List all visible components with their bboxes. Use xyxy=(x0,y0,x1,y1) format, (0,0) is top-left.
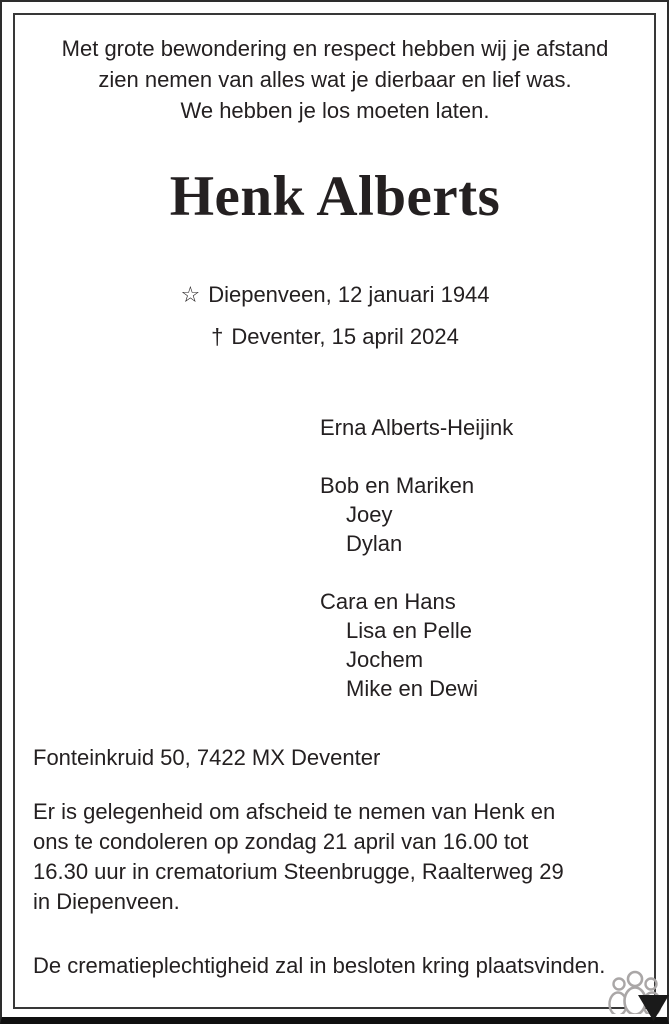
death-text: Deventer, 15 april 2024 xyxy=(231,324,459,349)
intro-line: We hebben je los moeten laten. xyxy=(180,98,490,123)
family-child: Dylan xyxy=(346,531,403,556)
ceremony-line: 16.30 uur in crematorium Steenbrugge, Raalterweg 29 xyxy=(33,859,564,884)
family-children xyxy=(320,500,513,558)
closing-statement: De crematieplechtigheid zal in besloten kring plaatsvinden. xyxy=(33,953,606,978)
ceremony-line: ons te condoleren op zondag 21 april van 16.00 tot xyxy=(33,829,529,854)
ceremony-line: Er is gelegenheid om afscheid te nemen van Henk en xyxy=(33,799,556,824)
family-group xyxy=(320,587,513,703)
birth-line xyxy=(15,281,655,308)
deceased-name: Henk Alberts xyxy=(169,165,501,228)
birth-text: Diepenveen, 12 januari 1944 xyxy=(208,282,490,307)
ceremony-line: in Diepenveen. xyxy=(33,889,180,914)
family-child: Joey xyxy=(346,502,393,527)
family-child: Jochem xyxy=(346,647,424,672)
family-child: Lisa en Pelle xyxy=(346,618,472,643)
family-group xyxy=(320,471,513,558)
intro-line: zien nemen van alles wat je dierbaar en lief was. xyxy=(98,67,572,92)
death-line xyxy=(15,323,655,350)
family-parents: Cara en Hans xyxy=(320,589,456,614)
ceremony-paragraph xyxy=(33,797,623,917)
home-address: Fonteinkruid 50, 7422 MX Deventer xyxy=(33,745,381,770)
family-parents: Bob en Mariken xyxy=(320,473,475,498)
intro-paragraph xyxy=(15,33,655,126)
triangle-down-icon xyxy=(638,995,669,1021)
birth-star-icon: ☆ xyxy=(180,282,201,307)
family-names xyxy=(320,413,513,703)
spouse-name: Erna Alberts-Heijink xyxy=(320,415,514,440)
intro-line: Met grote bewondering en respect hebben wij je afstand xyxy=(61,36,609,61)
death-cross-icon: † xyxy=(211,324,224,349)
family-children xyxy=(320,616,513,703)
family-child: Mike en Dewi xyxy=(346,676,479,701)
